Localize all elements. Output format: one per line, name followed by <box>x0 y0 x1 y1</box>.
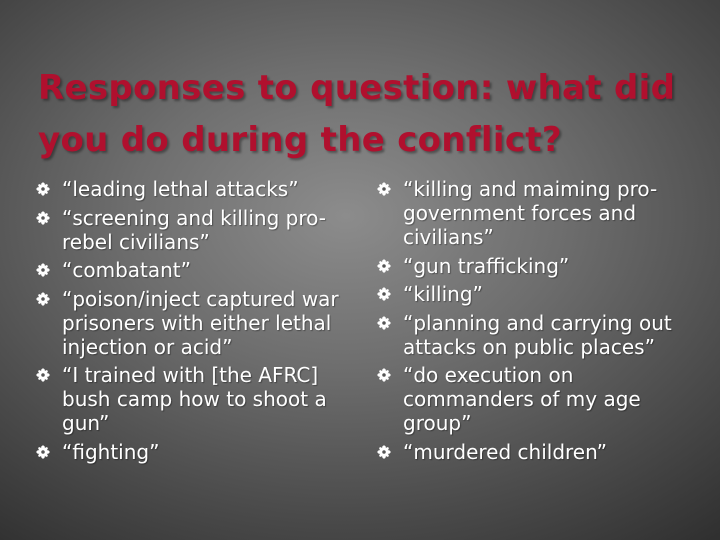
list-item <box>377 177 693 249</box>
list-item <box>377 440 693 464</box>
list-item <box>377 363 693 435</box>
flower-bullet-icon <box>36 182 50 196</box>
bullet-text: “murdered children” <box>403 439 608 464</box>
flower-bullet-icon <box>377 316 391 330</box>
list-item <box>377 311 693 359</box>
list-item <box>36 206 352 254</box>
bullet-text: “fighting” <box>62 439 160 464</box>
bullet-text: “screening and killing pro-rebel civilians” <box>62 205 326 254</box>
right-bullet-list <box>377 177 693 469</box>
list-item <box>377 254 693 278</box>
list-item <box>36 363 352 435</box>
flower-bullet-icon <box>36 263 50 277</box>
left-bullet-list <box>36 177 352 469</box>
list-item <box>36 258 352 282</box>
list-item <box>377 282 693 306</box>
bullet-text: “poison/inject captured war prisoners with either lethal injection or acid” <box>62 286 339 359</box>
flower-bullet-icon <box>36 445 50 459</box>
flower-bullet-icon <box>377 368 391 382</box>
bullet-text: “killing” <box>403 282 483 307</box>
bullet-text: “killing and maiming pro-government forces and civilians” <box>403 177 658 249</box>
flower-bullet-icon <box>36 211 50 225</box>
flower-bullet-icon <box>377 259 391 273</box>
flower-bullet-icon <box>377 182 391 196</box>
bullet-text: “gun trafficking” <box>403 253 570 278</box>
bullet-text: “do execution on commanders of my age group” <box>403 363 641 436</box>
flower-bullet-icon <box>377 287 391 301</box>
flower-bullet-icon <box>36 368 50 382</box>
bullet-text: “combatant” <box>62 258 192 283</box>
bullet-text: “I trained with [the AFRC] bush camp how to shoot a gun” <box>62 363 327 436</box>
flower-bullet-icon <box>36 292 50 306</box>
slide-title: Responses to question: what did you do during the conflict? <box>38 68 676 160</box>
flower-bullet-icon <box>377 445 391 459</box>
bullet-text: “planning and carrying out attacks on public places” <box>403 310 672 359</box>
list-item <box>36 440 352 464</box>
bullet-text: “leading lethal attacks” <box>62 177 299 201</box>
list-item <box>36 177 352 201</box>
list-item <box>36 287 352 359</box>
